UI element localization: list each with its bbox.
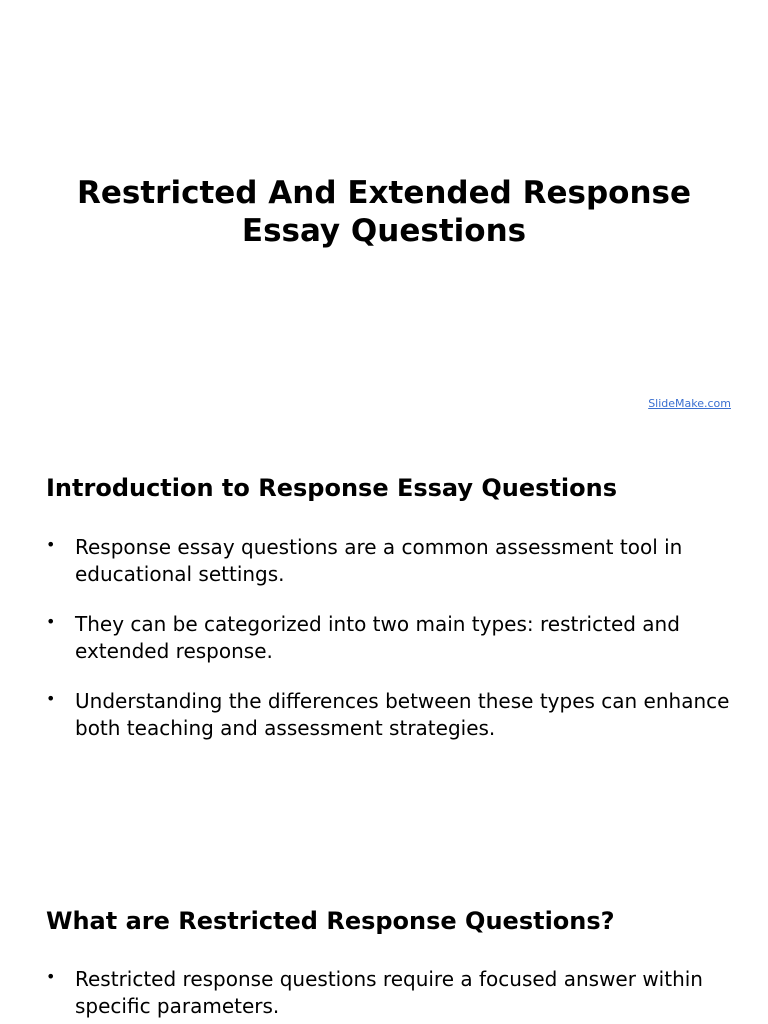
bullet-text: Restricted response questions require a focused answer within specific parameters. — [75, 967, 703, 1018]
list-item — [46, 611, 736, 665]
restricted-bullet-list — [46, 966, 736, 1024]
section-heading-introduction: Introduction to Response Essay Questions — [46, 474, 617, 502]
list-item — [46, 966, 736, 1020]
section-heading-restricted: What are Restricted Response Questions? — [46, 907, 615, 935]
bullet-text: They can be categorized into two main types: restricted and extended response. — [75, 612, 680, 663]
slidemake-link[interactable]: SlideMake.com — [648, 397, 731, 410]
bullet-icon: • — [46, 967, 56, 986]
introduction-bullet-list — [46, 534, 736, 765]
page-title-line-1: Restricted And Extended Response — [77, 175, 691, 211]
list-item — [46, 688, 736, 742]
bullet-icon: • — [46, 689, 56, 708]
page-title-line-2: Essay Questions — [241, 213, 527, 249]
list-item — [46, 534, 736, 588]
bullet-text: Response essay questions are a common assessment tool in educational settings. — [75, 535, 683, 586]
bullet-icon: • — [46, 535, 56, 554]
bullet-icon: • — [46, 612, 56, 631]
page-title — [40, 174, 728, 250]
bullet-text: Understanding the differences between these types can enhance both teaching and assessment strategies. — [75, 689, 730, 740]
